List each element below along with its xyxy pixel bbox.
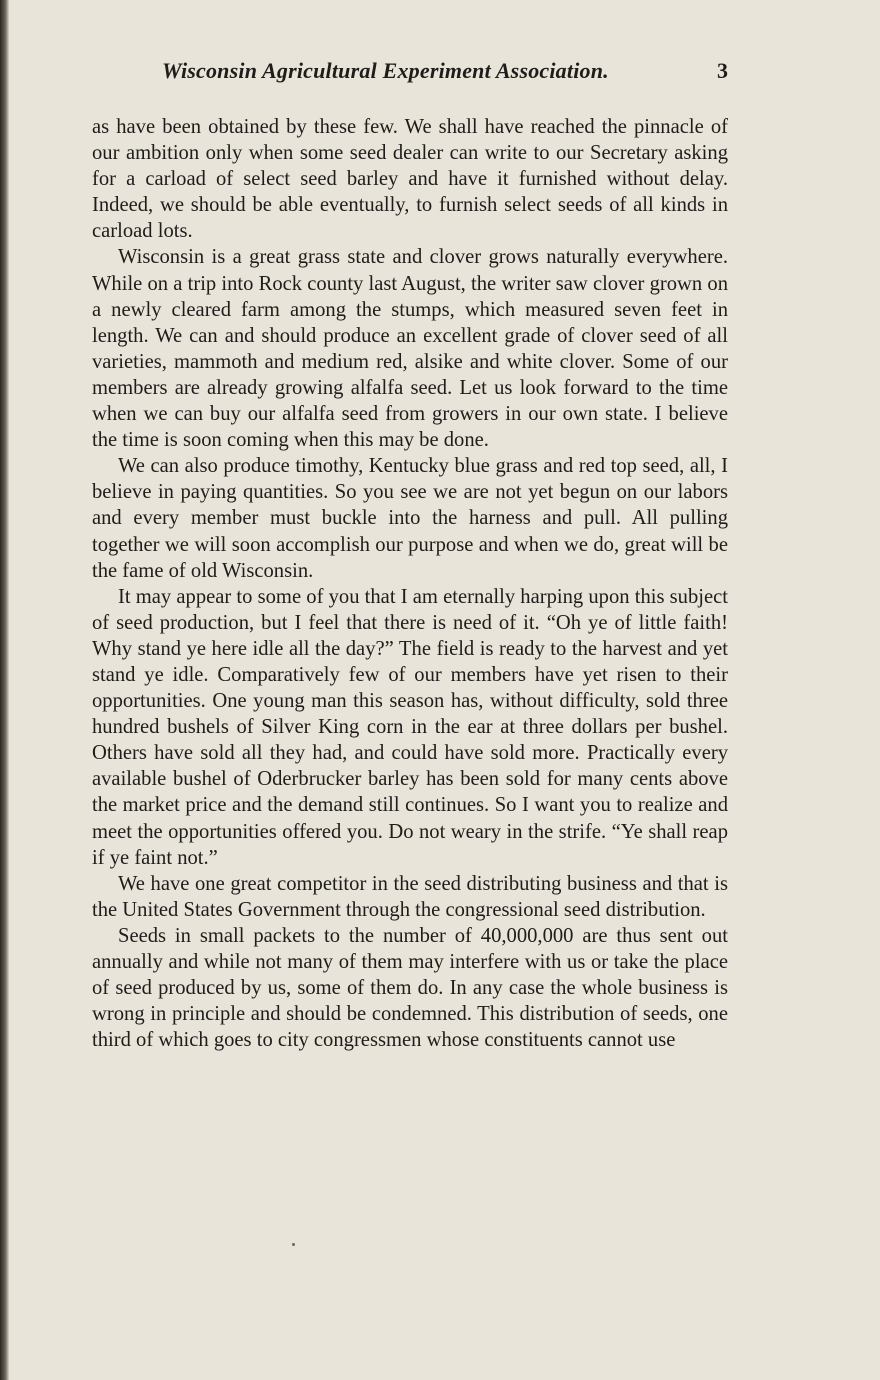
- paragraph: Wisconsin is a great grass state and clover grows naturally everywhere. While on a trip into Rock county last August, the writer saw clover grown on a newly cleared farm among the stumps, which measured seven feet in length. We can and should produce an excellent grade of clover seed of all varieties, mammoth and medium red, alsike and white clover. Some of our members are already growing alfalfa seed. Let us look forward to the time when we can buy our alfalfa seed from growers in our own state. I believe the time is soon coming when this may be done.: [92, 246, 728, 452]
- page-header: [92, 58, 728, 92]
- paragraph: We can also produce timothy, Kentucky blue grass and red top seed, all, I believe in paying quantities. So you see we are not yet begun on our labors and every member must buckle into the harness and pull. All pulling together we will soon accomplish our purpose and when we do, great will be the fame of old Wisconsin.: [92, 455, 728, 582]
- running-title: Wisconsin Agricultural Experiment Association.: [162, 58, 609, 83]
- paragraph: as have been obtained by these few. We shall have reached the pinnacle of our ambition only when some seed dealer can write to our Secretary asking for a carload of select seed barley and have it furnished without delay. Indeed, we should be able eventually, to furnish select seeds of all kinds in carload lots.: [92, 116, 728, 243]
- body-text: [92, 114, 728, 1053]
- paragraph: We have one great competitor in the seed distributing business and that is the United States Government through the congressional seed distribution.: [92, 872, 728, 921]
- page-number: 3: [717, 58, 728, 83]
- ink-speck: [292, 1243, 295, 1246]
- paragraph: Seeds in small packets to the number of 40,000,000 are thus sent out annually and while not many of them may interfere with us or take the place of seed produced by us, some of them do. In any case the whole business is wrong in principle and should be condemned. This distribution of seeds, one third of which goes to city congressmen whose constituents cannot use: [92, 924, 728, 1052]
- book-spine-shadow: [0, 0, 9, 1380]
- paragraph: It may appear to some of you that I am eternally harping upon this subject of seed production, but I feel that there is need of it. “Oh ye of little faith! Why stand ye here idle all the day?” The field is ready to the harvest and yet stand ye idle. Comparatively few of our members have yet risen to their opportunities. One young man this season has, without difficulty, sold three hundred bushels of Silver King corn in the ear at three dollars per bushel. Others have sold all they had, and could have sold more. Practically every available bushel of Oderbrucker barley has been sold for many cents above the market price and the demand still continues. So I want you to realize and meet the opportunities offered you. Do not weary in the strife. “Ye shall reap if ye faint not.”: [92, 585, 728, 869]
